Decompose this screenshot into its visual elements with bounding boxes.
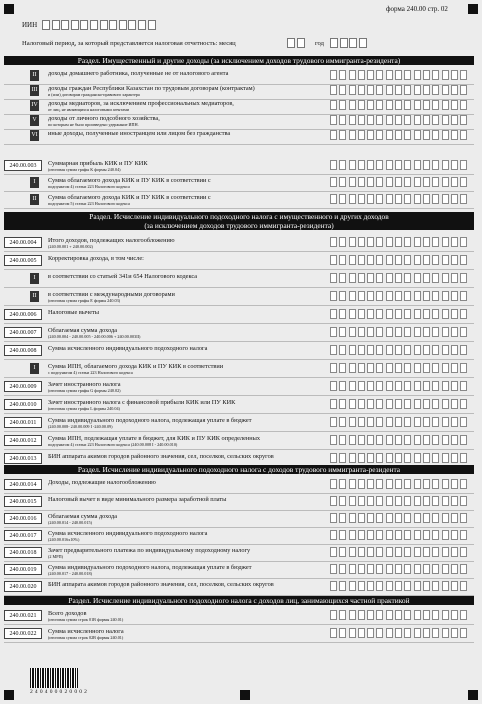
iin-cell[interactable] — [71, 20, 79, 30]
iin-input[interactable] — [42, 20, 157, 30]
corner-mark — [4, 4, 14, 14]
row-code: 240.00.012 — [4, 435, 42, 446]
row-label: Итого доходов, подлежащих налогообложению (240.00.001 + 240.00.002) — [48, 237, 175, 249]
amount-input[interactable] — [330, 496, 469, 506]
amount-input[interactable] — [330, 564, 469, 574]
amount-input[interactable] — [330, 479, 469, 489]
row-mark: I — [30, 177, 39, 188]
row-code: 240.00.019 — [4, 564, 42, 575]
form-number: форма 240.00 стр. 02 — [386, 5, 448, 13]
barcode-number: 2 4 0 4 0 0 0 2 0 0 0 2 — [30, 689, 88, 695]
amount-input[interactable] — [330, 130, 469, 140]
barcode — [30, 668, 78, 688]
row-label: Сумма исчисленного индивидуального подоходного налога — [48, 345, 208, 352]
row-label: Сумма ИПН, подлежащая уплате в бюджет, для КИК и ПУ КИК определенных подпунктом 4) статьи 223 Налогового кодекса (240.00.008 I - 240.00.010) — [48, 435, 260, 447]
amount-input[interactable] — [330, 435, 469, 445]
row-code: 240.00.014 — [4, 479, 42, 490]
row-mark: I — [30, 363, 39, 374]
iin-cell[interactable] — [119, 20, 127, 30]
row-label: Сумма исчисленного налога (итоговая сумма строк 02B формы 240.01) — [48, 628, 124, 640]
period-label: Налоговый период, за который представляется налоговая отчетность: месяц — [22, 40, 236, 47]
iin-cell[interactable] — [138, 20, 146, 30]
amount-input[interactable] — [330, 453, 469, 463]
amount-input[interactable] — [330, 547, 469, 557]
row-label: БИН аппарата акимов городов районного значения, сел, поселков, сельских округов — [48, 453, 274, 460]
row-label: Сумма ИПН, облагаемого дохода КИК и ПУ КИК в соответствии с подпунктом 4) статьи 223 Налогового кодекса — [48, 363, 224, 375]
row-mark: II — [30, 70, 39, 81]
row-mark: II — [30, 194, 39, 205]
row-code: 240.00.009 — [4, 381, 42, 392]
row-code: 240.00.013 — [4, 453, 42, 464]
iin-cell[interactable] — [148, 20, 156, 30]
amount-input[interactable] — [330, 291, 469, 301]
iin-cell[interactable] — [80, 20, 88, 30]
row-mark: I — [30, 273, 39, 284]
row-label: Сумма исчисленного индивидуального подоходного налога (240.00.016x10%) — [48, 530, 208, 542]
amount-input[interactable] — [330, 309, 469, 319]
row-code: 240.00.010 — [4, 399, 42, 410]
amount-input[interactable] — [330, 177, 469, 187]
row-code: 240.00.021 — [4, 610, 42, 621]
amount-input[interactable] — [330, 194, 469, 204]
year-label: год — [315, 40, 325, 47]
row-label: Сумма индивидуального подоходного налога, подлежащая уплате в бюджет (240.00.017 - 240.00.018) — [48, 564, 252, 576]
amount-input[interactable] — [330, 513, 469, 523]
year-input[interactable] — [330, 38, 368, 48]
row-label: БИН аппарата акимов городов районного значения, сел, поселков, сельских округов — [48, 581, 274, 588]
row-code: 240.00.005 — [4, 255, 42, 266]
row-label: доходы от личного подсобного хозяйства, по которым не было произведено удержание ИПН. — [48, 115, 160, 127]
iin-cell[interactable] — [109, 20, 117, 30]
row-code: 240.00.007 — [4, 327, 42, 338]
row-label: Сумма облагаемого дохода КИК и ПУ КИК в соответствии с подпунктом 4) статьи 223 Налогового кодекса — [48, 177, 211, 189]
row-label: Суммарная прибыль КИК и ПУ КИК (итоговая сумма графы K формы 240.04) — [48, 160, 148, 172]
row-label: Доходы, подлежащие налогообложению — [48, 479, 156, 486]
amount-input[interactable] — [330, 581, 469, 591]
iin-cell[interactable] — [100, 20, 108, 30]
row-code: 240.00.003 — [4, 160, 42, 171]
row-mark: III — [30, 85, 39, 96]
row-label: доходы граждан Республики Казахстан по трудовым договорам (контрактам) и (или) договорам гражданско-правового характера — [48, 85, 255, 97]
row-label: в соответствии со статьей 341и 654 Налогового кодекса — [48, 273, 198, 280]
amount-input[interactable] — [330, 100, 469, 110]
row-label: Сумма облагаемого дохода КИК и ПУ КИК в соответствии с подпунктом 5) статьи 223 Налогового кодекса — [48, 194, 211, 206]
row-code: 240.00.016 — [4, 513, 42, 524]
row-code: 240.00.017 — [4, 530, 42, 541]
corner-mark — [468, 4, 478, 14]
row-code: 240.00.011 — [4, 417, 42, 428]
row-label: доходы домашнего работника, полученные не от налогового агента — [48, 70, 229, 77]
iin-cell[interactable] — [52, 20, 60, 30]
row-code: 240.00.020 — [4, 581, 42, 592]
amount-input[interactable] — [330, 237, 469, 247]
row-mark: VI — [30, 130, 39, 141]
row-label: Облагаемая сумма дохода (240.00.004 - 240.00.005 - 240.00.006 + 240.00.003II) — [48, 327, 141, 339]
corner-mark — [468, 690, 478, 700]
row-label: Зачет предварительного платежа по индивидуальному подоходному налогу (2 МРП) — [48, 547, 251, 559]
amount-input[interactable] — [330, 70, 469, 80]
row-label: Корректировка дохода, в том числе: — [48, 255, 144, 262]
amount-input[interactable] — [330, 381, 469, 391]
corner-mark — [4, 690, 14, 700]
row-mark: II — [30, 291, 39, 302]
amount-input[interactable] — [330, 115, 469, 125]
iin-cell[interactable] — [61, 20, 69, 30]
amount-input[interactable] — [330, 417, 469, 427]
row-code: 240.00.022 — [4, 628, 42, 639]
iin-cell[interactable] — [128, 20, 136, 30]
section-private-practice: Раздел. Исчисление индивидуального подоходного налога с доходов лиц, занимающихся частной практикой — [4, 596, 474, 605]
row-label: доходы медиаторов, за исключением профессиональных медиаторов, от лиц, не являющихся налоговыми агентами — [48, 100, 234, 112]
row-label: Зачет иностранного налога (итоговая сумма графы G формы 240.02) — [48, 381, 121, 393]
amount-input[interactable] — [330, 363, 469, 373]
section-immigrant-tax: Раздел. Исчисление индивидуального подоходного налога с доходов трудового иммигранта-резидента — [4, 465, 474, 474]
row-code: 240.00.015 — [4, 496, 42, 507]
row-mark: IV — [30, 100, 39, 111]
row-mark: V — [30, 115, 39, 126]
amount-input[interactable] — [330, 628, 469, 638]
row-label: Облагаемая сумма дохода (240.00.014 - 240.00.015) — [48, 513, 118, 525]
corner-mark — [240, 690, 250, 700]
section-property-income: Раздел. Имущественный и другие доходы (за исключением доходов трудового иммигранта-резидента) — [4, 56, 474, 65]
amount-input[interactable] — [330, 530, 469, 540]
section-income-tax: Раздел. Исчисление индивидуального подоходного налога с имущественного и других доходов (за исключением доходов трудового иммигранта-резидента) — [4, 212, 474, 230]
amount-input[interactable] — [330, 273, 469, 283]
amount-input[interactable] — [330, 327, 469, 337]
iin-label: ИИН — [22, 21, 38, 29]
row-label: Всего доходов (итоговая сумма строк 01B формы 240.01) — [48, 610, 124, 622]
iin-cell[interactable] — [90, 20, 98, 30]
row-code: 240.00.008 — [4, 345, 42, 356]
row-code: 240.00.006 — [4, 309, 42, 320]
row-label: Сумма индивидуального подоходного налога, подлежащая уплате в бюджет (240.00.008- 240.00.009 I -240.00.09) — [48, 417, 252, 429]
row-label: Зачет иностранного налога с финансовой прибыли КИК или ПУ КИК (итоговая сумма графы L формы 240.04) — [48, 399, 236, 411]
row-code: 240.00.004 — [4, 237, 42, 248]
amount-input[interactable] — [330, 160, 469, 170]
amount-input[interactable] — [330, 345, 469, 355]
month-input[interactable] — [287, 38, 306, 48]
iin-cell[interactable] — [42, 20, 50, 30]
amount-input[interactable] — [330, 255, 469, 265]
row-label: в соответствии с международными договорами (итоговая сумма графы E формы 240.03) — [48, 291, 175, 303]
amount-input[interactable] — [330, 85, 469, 95]
amount-input[interactable] — [330, 610, 469, 620]
row-label: Налоговые вычеты — [48, 309, 99, 316]
row-code: 240.00.018 — [4, 547, 42, 558]
row-label: иные доходы, полученные иностранцем или лицом без гражданства — [48, 130, 231, 137]
row-label: Налоговый вычет в виде минимального размера заработной платы — [48, 496, 227, 503]
amount-input[interactable] — [330, 399, 469, 409]
